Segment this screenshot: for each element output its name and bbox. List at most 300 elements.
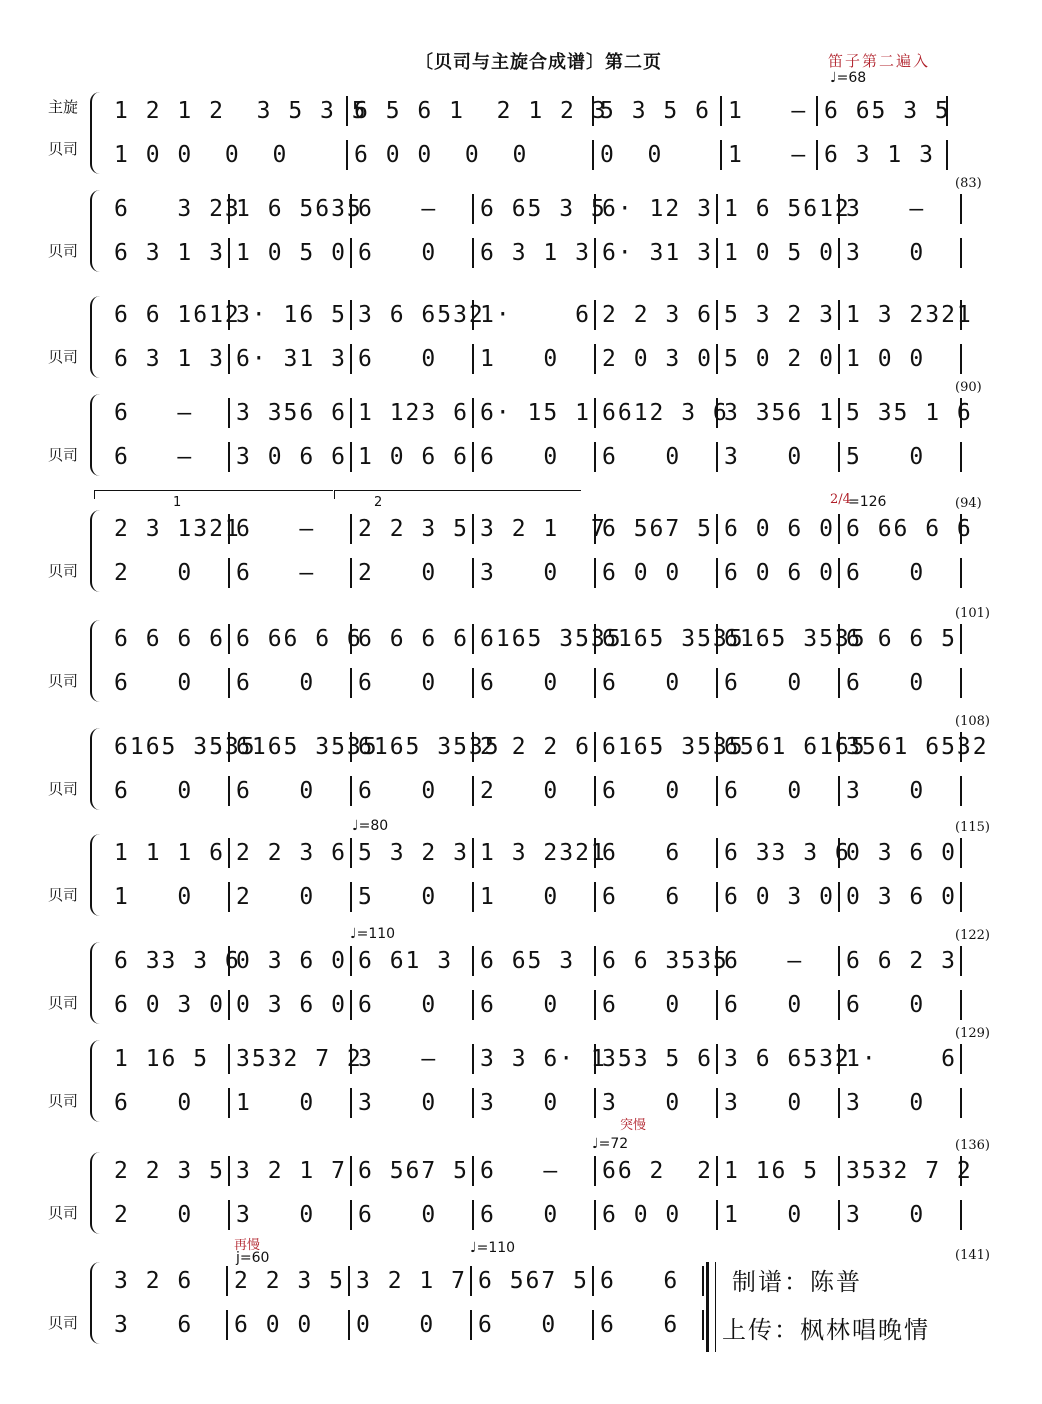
measure xyxy=(596,1088,718,1118)
melody-notes: 3 6 6532 xyxy=(358,302,485,328)
bass-notes: 6 0 xyxy=(114,670,194,696)
melody-notes: 6 5 6 1 2 1 2 3 xyxy=(354,98,608,124)
measure xyxy=(596,194,718,224)
system-brace xyxy=(90,296,102,378)
melody-notes: 6 6 2 3 xyxy=(846,948,957,974)
bass-label: 贝司 xyxy=(48,1204,79,1222)
bass-notes: 2 0 xyxy=(114,1202,194,1228)
melody-notes: 2 2 3 5 xyxy=(358,516,469,542)
measure xyxy=(718,732,867,762)
melody-row xyxy=(108,624,962,654)
measure xyxy=(230,990,352,1020)
bass-notes: 6 0 xyxy=(358,346,438,372)
measure-number: (83) xyxy=(955,176,982,191)
tempo-instruction: 再慢 xyxy=(234,1238,261,1253)
measure xyxy=(596,558,718,588)
melody-row xyxy=(108,946,962,976)
measure-number: (136) xyxy=(955,1138,990,1153)
melody-notes: 3 2 1 7 xyxy=(480,516,607,542)
measure xyxy=(108,442,230,472)
bass-notes: 6 0 0 0 0 xyxy=(354,142,529,168)
bass-notes: 6 – xyxy=(114,444,194,470)
measure xyxy=(594,96,722,126)
bass-notes: 1 0 5 0 xyxy=(236,240,347,266)
measure-number: (90) xyxy=(955,380,982,395)
volta-1: 1 xyxy=(94,490,333,499)
measure xyxy=(596,732,745,762)
tempo-instruction: 突慢 xyxy=(620,1118,647,1133)
bass-notes: 2 0 xyxy=(114,560,194,586)
bass-notes: 3 0 xyxy=(480,560,560,586)
melody-notes: 3 2 1 7 xyxy=(236,1158,347,1184)
system-brace xyxy=(90,1262,102,1344)
measure xyxy=(108,194,241,224)
measure xyxy=(840,238,962,268)
melody-notes: 1 6 5635 xyxy=(236,196,363,222)
melody-notes: 2 2 3 6 xyxy=(602,302,713,328)
measure xyxy=(348,96,608,126)
tempo-mark: ♩=80 xyxy=(352,818,389,834)
bass-notes: 6 0 xyxy=(236,670,316,696)
bass-notes: 6 3 1 3 xyxy=(114,346,225,372)
melody-row xyxy=(108,732,989,762)
page-title: 〔贝司与主旋合成谱〕第二页 xyxy=(415,52,662,73)
bass-label: 贝司 xyxy=(48,780,79,798)
measure xyxy=(474,558,596,588)
measure xyxy=(352,624,474,654)
bass-label: 贝司 xyxy=(48,446,79,464)
measure xyxy=(108,776,230,806)
bass-notes: 6 0 xyxy=(358,1202,438,1228)
measure xyxy=(474,442,596,472)
measure xyxy=(230,194,363,224)
score-system xyxy=(40,818,1000,934)
melody-notes: 6 65 3 xyxy=(480,948,576,974)
measure xyxy=(352,442,474,472)
melody-notes: 6 65 3 5 xyxy=(480,196,607,222)
bass-row xyxy=(108,1088,962,1118)
measure xyxy=(474,238,596,268)
melody-notes: 6 – xyxy=(114,400,194,426)
melody-notes: 3532 7 2 xyxy=(236,1046,363,1072)
measure xyxy=(350,1266,472,1296)
bass-notes: 6 0 xyxy=(846,992,926,1018)
bass-notes: 3 0 xyxy=(724,1090,804,1116)
melody-row xyxy=(108,1156,973,1186)
melody-notes: 1· 6 xyxy=(846,1046,957,1072)
bass-notes: 6 0 xyxy=(602,444,682,470)
melody-notes: 3 3 6· 1 xyxy=(480,1046,607,1072)
measure xyxy=(352,990,474,1020)
system-brace xyxy=(90,834,102,916)
measure xyxy=(840,1156,973,1186)
melody-notes: 6165 3535 xyxy=(236,734,379,760)
bass-notes: 1 0 xyxy=(236,1090,316,1116)
measure xyxy=(352,776,474,806)
melody-notes: 6 3 23 xyxy=(114,196,241,222)
melody-notes: 6165 3535 xyxy=(114,734,257,760)
measure xyxy=(840,442,962,472)
bass-notes: 6 0 0 xyxy=(602,560,682,586)
measure xyxy=(108,624,230,654)
melody-row xyxy=(108,1266,704,1296)
measure xyxy=(718,398,840,428)
measure xyxy=(352,946,474,976)
bass-notes: 6 0 xyxy=(480,1202,560,1228)
bass-notes: 6 0 xyxy=(724,670,804,696)
measure xyxy=(474,882,596,912)
measure xyxy=(596,344,718,374)
melody-notes: 3 6 6532 xyxy=(724,1046,851,1072)
bass-notes: 5 0 xyxy=(358,884,438,910)
system-brace xyxy=(90,510,102,592)
melody-notes: 6 66 6 6 xyxy=(846,516,973,542)
melody-notes: 2 2 3 6 xyxy=(236,840,347,866)
measure xyxy=(718,558,840,588)
melody-notes: 1· 6 xyxy=(480,302,591,328)
measure xyxy=(474,776,596,806)
bass-notes: 6 0 xyxy=(358,240,438,266)
measure xyxy=(230,838,352,868)
measure xyxy=(230,776,352,806)
measure xyxy=(840,1044,962,1074)
measure xyxy=(108,1200,230,1230)
melody-notes: 6 567 5 xyxy=(602,516,713,542)
measure xyxy=(840,300,973,330)
measure xyxy=(840,194,962,224)
measure xyxy=(230,624,363,654)
measure xyxy=(840,398,973,428)
measure xyxy=(718,194,851,224)
bass-notes: 1 0 0 xyxy=(846,346,926,372)
measure xyxy=(474,1200,596,1230)
bass-notes: 6 0 xyxy=(846,670,926,696)
melody-notes: 6561 6165 xyxy=(724,734,867,760)
credit-score: 制谱：陈普 xyxy=(732,1268,862,1296)
melody-notes: 6165 3535 xyxy=(602,626,745,652)
bass-row xyxy=(108,776,962,806)
measure xyxy=(718,1044,851,1074)
system-brace xyxy=(90,1152,102,1234)
bass-notes: 3 0 xyxy=(602,1090,682,1116)
measure xyxy=(718,1088,840,1118)
measure xyxy=(840,946,962,976)
measure xyxy=(596,442,718,472)
time-signature: 2/4 xyxy=(830,492,851,507)
measure xyxy=(352,1044,474,1074)
melody-notes: 6612 3 6 xyxy=(602,400,729,426)
system-brace xyxy=(90,190,102,272)
score-system xyxy=(40,1026,1000,1140)
melody-notes: 1 3 2321 xyxy=(480,840,607,866)
measure xyxy=(230,1044,363,1074)
measure xyxy=(718,344,840,374)
tempo-mark: =126 xyxy=(848,494,887,510)
tempo-mark: ♩=72 xyxy=(592,1136,629,1152)
melody-notes: 3532 7 2 xyxy=(846,1158,973,1184)
measure xyxy=(108,300,241,330)
bass-notes: 2 0 xyxy=(480,778,560,804)
measure xyxy=(596,514,718,544)
measure xyxy=(840,1200,962,1230)
bass-notes: 6 0 xyxy=(602,992,682,1018)
system-brace xyxy=(90,942,102,1024)
measure xyxy=(474,398,596,428)
bass-label: 贝司 xyxy=(48,562,79,580)
flute-entry-note: 笛子第二遍入 xyxy=(828,52,931,70)
measure xyxy=(230,668,352,698)
melody-notes: 6· 12 3 xyxy=(602,196,713,222)
measure xyxy=(352,398,474,428)
measure xyxy=(108,1156,230,1186)
bass-row xyxy=(108,882,962,912)
bass-notes: 6 0 xyxy=(480,444,560,470)
measure xyxy=(108,140,348,170)
measure xyxy=(352,1156,474,1186)
bass-notes: 2 0 xyxy=(358,560,438,586)
measure xyxy=(352,838,474,868)
bass-notes: 6· 31 3 xyxy=(602,240,713,266)
melody-notes: 1 2 1 2 3 5 3 5 xyxy=(114,98,368,124)
melody-notes: 6 6 6 5 xyxy=(846,626,957,652)
melody-notes: 1 16 5 xyxy=(114,1046,210,1072)
measure xyxy=(718,238,840,268)
melody-notes: 2 3 1321 xyxy=(114,516,241,542)
melody-notes: 6 33 3 6 xyxy=(724,840,851,866)
melody-notes: 2 2 3 5 xyxy=(114,1158,225,1184)
measure xyxy=(596,1044,718,1074)
bass-notes: 1 0 xyxy=(724,1202,804,1228)
melody-notes: 6 567 5 xyxy=(478,1268,589,1294)
measure xyxy=(352,668,474,698)
measure xyxy=(108,732,257,762)
measure xyxy=(230,946,352,976)
melody-notes: 1 16 5 xyxy=(724,1158,820,1184)
melody-row xyxy=(108,514,973,544)
melody-notes: 6 6 3535 xyxy=(602,948,729,974)
measure xyxy=(352,1200,474,1230)
score-system xyxy=(40,926,1000,1042)
bass-notes: 3 0 xyxy=(480,1090,560,1116)
measure xyxy=(108,1088,230,1118)
melody-notes: 66 2 2 xyxy=(602,1158,713,1184)
bass-notes: 1 0 xyxy=(480,884,560,910)
measure xyxy=(108,668,230,698)
melody-notes: 6 – xyxy=(724,948,804,974)
measure xyxy=(596,1200,718,1230)
bass-notes: 6 0 xyxy=(236,778,316,804)
melody-row xyxy=(108,96,951,126)
measure xyxy=(474,1044,607,1074)
bass-notes: 6 3 1 3 xyxy=(480,240,591,266)
melody-notes: 1 1 1 6 xyxy=(114,840,225,866)
bass-notes: 1 0 5 0 xyxy=(724,240,835,266)
measure xyxy=(594,1310,704,1340)
bass-notes: 6 0 0 xyxy=(602,1202,682,1228)
bass-notes: 0 3 6 0 xyxy=(236,992,347,1018)
melody-notes: 3 2 1 7 xyxy=(356,1268,467,1294)
bass-row xyxy=(108,668,962,698)
measure xyxy=(230,732,379,762)
bass-notes: 2 0 xyxy=(236,884,316,910)
measure xyxy=(108,1310,228,1340)
measure xyxy=(474,344,596,374)
system-brace xyxy=(90,92,102,174)
melody-notes: 6 33 3 6 xyxy=(114,948,241,974)
measure xyxy=(108,558,230,588)
bass-label: 贝司 xyxy=(48,242,79,260)
measure xyxy=(108,882,230,912)
measure xyxy=(230,238,352,268)
measure xyxy=(840,776,962,806)
bass-notes: 6 6 xyxy=(602,884,682,910)
measure xyxy=(352,194,474,224)
system-brace xyxy=(90,728,102,810)
score-system xyxy=(40,1118,1000,1252)
measure xyxy=(718,946,840,976)
measure xyxy=(474,990,596,1020)
melody-notes: 3 – xyxy=(358,1046,438,1072)
measure xyxy=(472,1310,594,1340)
measure xyxy=(596,990,718,1020)
measure xyxy=(596,776,718,806)
measure xyxy=(108,946,241,976)
bass-row xyxy=(108,140,948,170)
measure xyxy=(230,1088,352,1118)
bass-notes: 6 3 1 3 xyxy=(114,240,225,266)
measure xyxy=(474,838,607,868)
measure xyxy=(230,344,352,374)
measure xyxy=(108,398,230,428)
bass-notes: 6 0 xyxy=(724,992,804,1018)
measure xyxy=(474,732,596,762)
melody-notes: 6 61 3 xyxy=(358,948,454,974)
melody-notes: 6 6 6 6 xyxy=(358,626,469,652)
measure-number: (101) xyxy=(955,606,990,621)
melody-notes: 0 3 6 0 xyxy=(236,948,347,974)
melody-notes: 6 6 1612 xyxy=(114,302,241,328)
system-brace xyxy=(90,620,102,702)
bass-notes: 6 0 xyxy=(724,778,804,804)
measure xyxy=(718,1156,840,1186)
bass-notes: 6 0 xyxy=(846,560,926,586)
melody-notes: 1 – xyxy=(728,98,808,124)
bass-notes: 3 0 xyxy=(358,1090,438,1116)
bass-row xyxy=(108,990,962,1020)
melody-row xyxy=(108,838,962,868)
melody-notes: 6165 3535 xyxy=(602,734,745,760)
melody-notes: 6 – xyxy=(236,516,316,542)
measure xyxy=(230,442,352,472)
measure xyxy=(596,668,718,698)
melody-notes: 6· 15 1 xyxy=(480,400,591,426)
measure xyxy=(722,96,818,126)
melody-notes: 6165 3535 xyxy=(480,626,623,652)
melody-notes: 5 3 2 3 xyxy=(358,840,469,866)
measure xyxy=(230,1200,352,1230)
measure xyxy=(840,514,973,544)
measure xyxy=(840,990,962,1020)
measure-number: (129) xyxy=(955,1026,990,1041)
measure xyxy=(230,398,352,428)
bass-label: 贝司 xyxy=(48,672,79,690)
bass-label: 贝司 xyxy=(48,1314,79,1332)
measure xyxy=(718,1200,840,1230)
measure xyxy=(228,1266,350,1296)
melody-notes: 0 3 6 0 xyxy=(846,840,957,866)
bass-row xyxy=(108,558,962,588)
bass-notes: 3 0 xyxy=(846,240,926,266)
melody-notes: 6 6 xyxy=(602,840,682,866)
measure xyxy=(108,990,230,1020)
bass-row xyxy=(108,442,962,472)
bass-notes: 6 3 1 3 xyxy=(824,142,935,168)
bass-notes: 0 3 6 0 xyxy=(846,884,957,910)
bass-row xyxy=(108,238,962,268)
bass-notes: 6 0 xyxy=(114,778,194,804)
measure xyxy=(718,624,867,654)
measure-number: (108) xyxy=(955,714,990,729)
melody-notes: 3 2 6 xyxy=(114,1268,194,1294)
melody-notes: 5 35 1 6 xyxy=(846,400,973,426)
bass-label: 贝司 xyxy=(48,994,79,1012)
measure xyxy=(474,514,607,544)
bass-notes: 6 0 6 0 xyxy=(724,560,835,586)
melody-notes: 6 66 6 6 xyxy=(236,626,363,652)
melody-row xyxy=(108,194,962,224)
bass-notes: 1 0 6 6 xyxy=(358,444,469,470)
melody-notes: 6 – xyxy=(358,196,438,222)
measure xyxy=(596,882,718,912)
measure xyxy=(474,946,596,976)
measure xyxy=(596,946,729,976)
melody-notes: 1 3 2321 xyxy=(846,302,973,328)
melody-notes: 3561 6532 xyxy=(846,734,989,760)
bass-notes: 6 0 3 0 xyxy=(114,992,225,1018)
bass-notes: 6 – xyxy=(236,560,316,586)
measure xyxy=(230,1156,352,1186)
bass-notes: 6 0 xyxy=(114,1090,194,1116)
measure xyxy=(472,1266,594,1296)
measure xyxy=(108,96,368,126)
measure xyxy=(840,1088,962,1118)
bass-notes: 5 0 2 0 xyxy=(724,346,835,372)
volta-2: 2 xyxy=(334,490,581,499)
melody-notes: 6 567 5 xyxy=(358,1158,469,1184)
bass-notes: 1 – xyxy=(728,142,808,168)
melody-row xyxy=(108,398,973,428)
measure xyxy=(718,990,840,1020)
melody-notes: 5 3 2 3 xyxy=(724,302,835,328)
measure xyxy=(596,1156,718,1186)
bass-notes: 1 0 0 0 0 xyxy=(114,142,289,168)
melody-notes: 6 – xyxy=(480,1158,560,1184)
measure xyxy=(230,300,352,330)
measure xyxy=(352,514,474,544)
melody-row xyxy=(108,300,973,330)
bass-notes: 6 0 xyxy=(478,1312,558,1338)
bass-notes: 6 0 0 xyxy=(234,1312,314,1338)
measure xyxy=(352,732,501,762)
bass-row xyxy=(108,344,962,374)
measure xyxy=(596,398,729,428)
tempo-mark: ♩=110 xyxy=(350,926,396,942)
bass-notes: 3 0 xyxy=(724,444,804,470)
measure xyxy=(596,300,718,330)
bass-notes: 5 0 xyxy=(846,444,926,470)
measure xyxy=(718,882,840,912)
bass-notes: 0 0 xyxy=(600,142,664,168)
